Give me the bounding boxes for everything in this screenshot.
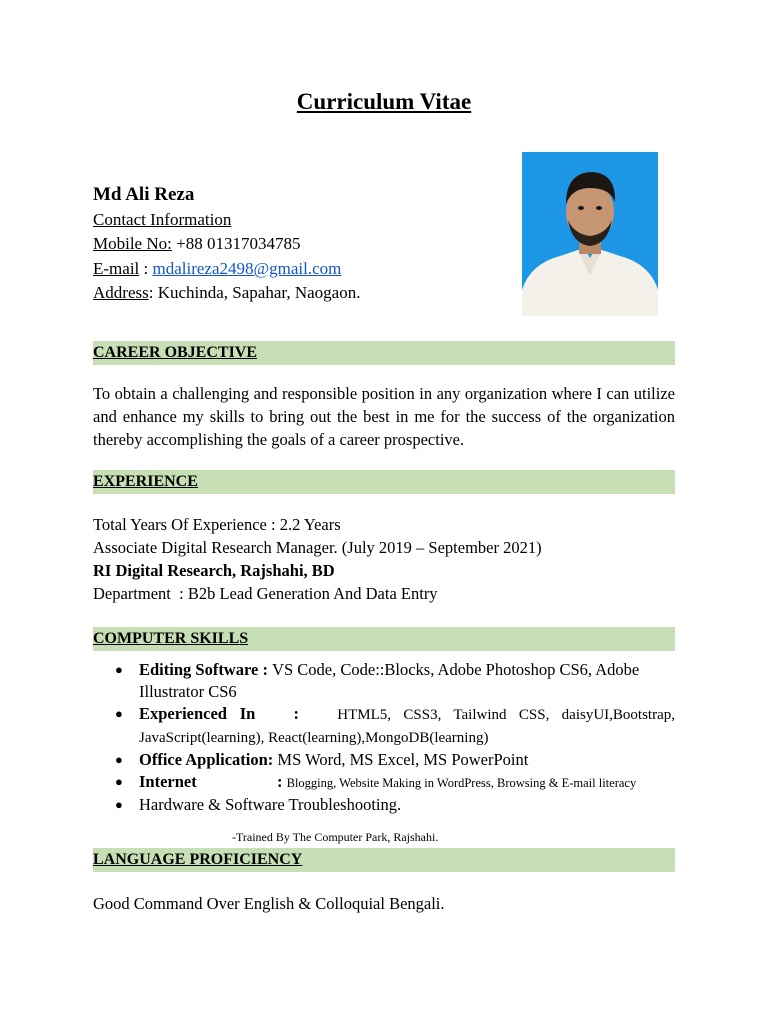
experience-company: RI Digital Research, Rajshahi, BD: [93, 561, 335, 580]
document-title: Curriculum Vitae: [296, 89, 472, 114]
contact-heading: Contact Information: [93, 210, 232, 229]
address-value: : Kuchinda, Sapahar, Naogaon.: [148, 283, 361, 302]
experience-role: Associate Digital Research Manager. (July 2019 – September 2021): [93, 538, 542, 557]
section-experience: EXPERIENCE: [93, 470, 675, 494]
skills-list: [93, 659, 675, 816]
mobile-line: [93, 233, 300, 255]
section-language-proficiency: LANGUAGE PROFICIENCY: [93, 848, 675, 872]
career-objective-text: To obtain a challenging and responsible position in any organization where I can utilize and enhance my skills to bring out the best in me for the success of the organization thereby accomplishing the goals of a career prospective.: [93, 384, 675, 449]
candidate-name: Md Ali Reza: [93, 184, 195, 205]
email-link[interactable]: mdalireza2498@gmail.com: [152, 259, 342, 278]
profile-photo: [522, 152, 658, 316]
person-portrait-icon: [522, 152, 658, 316]
address-line: [93, 282, 360, 304]
skill-item-experienced-in: ● Experienced In : HTML5, CSS3, Tailwind CSS, daisyUI,Bootstrap, JavaScript(learning), React(learning),MongoDB(learning): [115, 704, 676, 746]
skill-item-editing-software: ● Editing Software : VS Code, Code::Blocks, Adobe Photoshop CS6, Adobe Illustrator CS6: [115, 660, 640, 701]
address-label: Address: [93, 283, 149, 302]
email-label: E-mail: [93, 259, 140, 278]
mobile-value: +88 01317034785: [171, 234, 301, 253]
section-computer-skills: COMPUTER SKILLS: [93, 627, 675, 651]
experience-total: Total Years Of Experience : 2.2 Years: [93, 515, 341, 534]
skill-item-internet: ● Internet : Blogging, Website Making in WordPress, Browsing & E-mail literacy: [115, 772, 637, 791]
language-text: Good Command Over English & Colloquial Bengali.: [93, 894, 445, 913]
experience-department: Department : B2b Lead Generation And Data Entry: [93, 584, 438, 603]
section-career-objective: CAREER OBJECTIVE: [93, 341, 675, 365]
mobile-label: Mobile No:: [93, 234, 172, 253]
email-line: E-mail : mdalireza2498@gmail.com: [93, 259, 342, 278]
skill-item-troubleshooting: ● Hardware & Software Troubleshooting.: [115, 795, 402, 814]
training-note: -Trained By The Computer Park, Rajshahi.: [232, 830, 439, 844]
skill-item-office-application: ● Office Application: MS Word, MS Excel, MS PowerPoint: [115, 750, 529, 769]
